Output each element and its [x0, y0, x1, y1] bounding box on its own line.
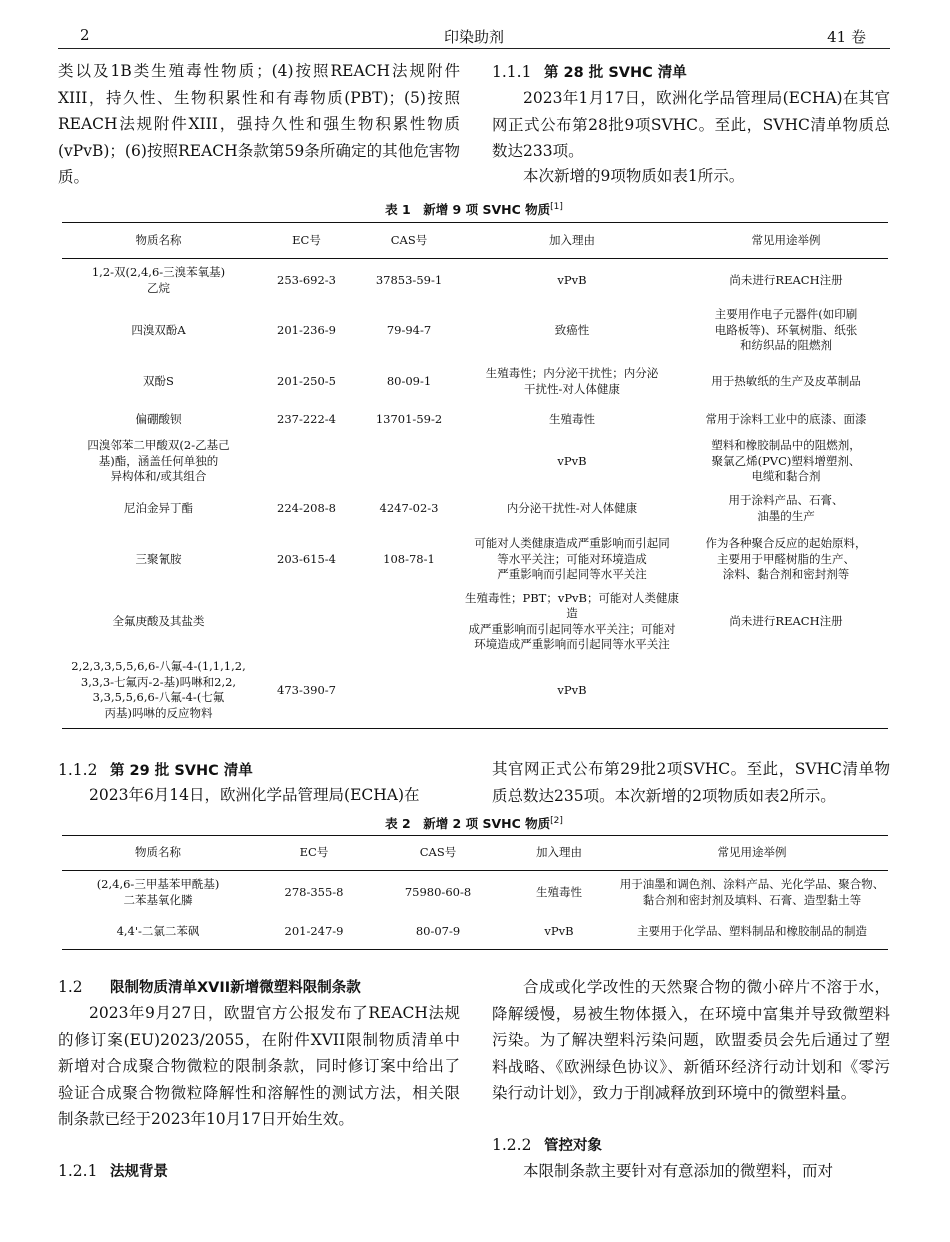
table1-header-row — [62, 223, 888, 259]
table2-cell-ec: 278-355-8 — [284, 885, 344, 899]
section-1-1-2-paragraph-right: 其官网正式公布第29批2项SVHC。至此，SVHC清单物质总数达235项。本次新增的2项物质如表2所示。 — [492, 760, 890, 805]
table1-caption-text: 表 1 新增 9 项 SVHC 物质 — [385, 202, 551, 217]
table1-cell-cas: 37853-59-1 — [375, 273, 443, 287]
section-number: 1.1.1 — [492, 63, 532, 81]
table1-cell-use: 用于涂料产品、石膏、 油墨的生产 — [728, 493, 844, 523]
table1-cell-cas — [358, 653, 460, 729]
section-1-2-paragraph: 2023年9月27日，欧盟官方公报发布了REACH法规的修订案(EU)2023/2055，在附件XVII限制物质清单中新增对合成聚合物微粒的限制条款，同时修订案中给出了验证合成聚合物微粒降解性和溶解性的测试方法，相关限制条款已经于2023年10月17日开始生效。 — [58, 1004, 460, 1128]
table2-cell-reason: vPvB — [544, 924, 574, 938]
section-title: 限制物质清单XVII新增微塑料限制条款 — [110, 980, 361, 996]
table2-cell-use: 用于油墨和调色剂、涂料产品、光化学品、聚合物、 黏合剂和密封剂及填料、石膏、造型黏土等 — [619, 877, 885, 907]
section-title: 管控对象 — [544, 1138, 602, 1154]
section-1-2-2-paragraph: 本限制条款主要针对有意添加的微塑料，而对 — [523, 1162, 834, 1180]
table1-cell-ec — [255, 591, 358, 653]
table1-cell-use: 作为各种聚合反应的起始原料， 主要用于甲醛树脂的生产、 涂料、黏合剂和密封剂等 — [705, 536, 867, 582]
table1-cell-cas: 4247-02-3 — [379, 500, 439, 515]
table1-cell-use: 用于热敏纸的生产及皮革制品 — [711, 373, 861, 388]
table2-reference: [2] — [550, 815, 563, 826]
table1-header-use: 常见用途举例 — [751, 232, 821, 247]
table1-cell-cas: 108-78-1 — [383, 551, 435, 566]
left-top-paragraph: 类以及1B类生殖毒性物质；(4)按照REACH法规附件XIII，持久性、生物积累性和有毒物质(PBT)；(5)按照REACH法规附件XIII，强持久性和强生物积累性物质(vPvB)；(6)按照REACH条款第59条所确定的其他危害物质。 — [58, 62, 460, 186]
table1-row — [62, 489, 888, 529]
table1-cell-reason: 可能对人类健康造成严重影响而引起同 等水平关注；可能对环境造成 严重影响而引起同等水平关注 — [474, 536, 670, 582]
table2-header-cas: CAS号 — [419, 845, 457, 860]
section-number: 1.2.2 — [492, 1136, 532, 1154]
table1-caption — [58, 200, 890, 218]
table1-row — [62, 591, 888, 653]
table1-cell-ec: 201-236-9 — [277, 322, 336, 337]
table1-row — [62, 303, 888, 359]
table1-cell-ec: 201-250-5 — [277, 373, 336, 388]
table1-cell-name: 四溴邻苯二甲酸双(2-乙基己 基)酯，涵盖任何单独的 异构体和/或其组合 — [87, 438, 230, 484]
table1-cell-cas: 79-94-7 — [386, 322, 432, 337]
table1-cell-reason: vPvB — [557, 453, 587, 468]
table1-cell-cas: 13701-59-2 — [375, 411, 443, 426]
section-heading-1-1-2 — [58, 757, 460, 784]
right-bottom-paragraph: 合成或化学改性的天然聚合物的微小碎片不溶于水，降解缓慢，易被生物体摄入，在环境中富集并导致微塑料污染。为了解决塑料污染问题，欧盟委员会先后通过了塑料战略、《欧洲绿色协议》、新循环经济行动计划和《零污染行动计划》，致力于削减释放到环境中的微塑料量。 — [492, 978, 890, 1102]
section-number: 1.2.1 — [58, 1162, 98, 1180]
volume-label: 41 卷 — [827, 28, 866, 46]
section-title: 法规背景 — [110, 1164, 168, 1180]
table1 — [62, 222, 888, 729]
table1-cell-reason: vPvB — [557, 273, 587, 287]
section-title: 第 29 批 SVHC 清单 — [110, 763, 253, 779]
table2-header-name: 物质名称 — [135, 845, 181, 860]
table2-header-row — [62, 836, 888, 871]
section-number: 1.2 — [58, 978, 83, 996]
table1-cell-use: 常用于涂料工业中的底漆、面漆 — [705, 411, 867, 426]
table1-cell-cas: 80-09-1 — [386, 373, 432, 388]
section-heading-1-2-1 — [58, 1158, 460, 1185]
table1-header-reason: 加入理由 — [549, 232, 595, 247]
table1-cell-ec — [255, 435, 358, 489]
table2-cell-ec: 201-247-9 — [284, 924, 344, 938]
section-1-1-1-paragraph: 2023年1月17日，欧洲化学品管理局(ECHA)在其官网正式公布第28批9项SVHC。至此，SVHC清单物质总数达233项。 — [492, 89, 890, 160]
table1-cell-use: 塑料和橡胶制品中的阻燃剂， 聚氯乙烯(PVC)塑料增塑剂、 电缆和黏合剂 — [711, 438, 861, 484]
table1-cell-name: 三聚氰胺 — [135, 551, 182, 566]
section-number: 1.1.2 — [58, 761, 98, 779]
table1-cell-ec: 253-692-3 — [277, 273, 336, 287]
section-heading-1-1-1 — [492, 59, 890, 86]
table2-row — [62, 871, 888, 915]
table1-cell-reason: 生殖毒性；内分泌干扰性；内分泌 干扰性-对人体健康 — [485, 366, 659, 396]
table2-caption-text: 表 2 新增 2 项 SVHC 物质 — [385, 816, 551, 831]
page-number: 2 — [80, 26, 90, 44]
table1-row — [62, 405, 888, 435]
table2-row — [62, 915, 888, 950]
section-1-1-2-paragraph-left: 2023年6月14日，欧洲化学品管理局(ECHA)在 — [89, 786, 420, 804]
table2-header-reason: 加入理由 — [536, 845, 582, 860]
table2-cell-name: (2,4,6-三甲基苯甲酰基) 二苯基氧化膦 — [96, 877, 220, 907]
table1-header-name: 物质名称 — [135, 232, 182, 247]
table2-cell-name: 4,4'-二氯二苯砜 — [116, 924, 200, 938]
table1-cell-reason: 生殖毒性；PBT；vPvB；可能对人类健康造 成严重影响而引起同等水平关注；可能对 环境造成严重影响而引起同等水平关注 — [464, 590, 680, 651]
table2 — [62, 835, 888, 950]
table1-cell-reason: 生殖毒性 — [549, 411, 595, 426]
table1-cell-name: 双酚S — [143, 373, 174, 388]
table2-cell-use: 主要用于化学品、塑料制品和橡胶制品的制造 — [637, 924, 867, 938]
table1-cell-ec: 203-615-4 — [277, 551, 336, 566]
table1-cell-reason: vPvB — [557, 682, 587, 697]
table1-cell-name: 1,2-双(2,4,6-三溴苯氧基) 乙烷 — [91, 265, 226, 295]
table1-cell-reason: 内分泌干扰性-对人体健康 — [506, 500, 638, 515]
table1-row — [62, 259, 888, 303]
table1-header-ec: EC号 — [292, 232, 321, 247]
table1-cell-use: 主要用作电子元器件(如印刷 电路板等)、环氧树脂、纸张 和纺织品的阻燃剂 — [714, 307, 858, 353]
section-heading-1-2 — [58, 974, 460, 1001]
table1-cell-name: 偏硼酸钡 — [135, 411, 182, 426]
table2-cell-reason: 生殖毒性 — [536, 885, 582, 899]
table1-cell-use — [684, 653, 888, 729]
running-header — [58, 26, 890, 49]
table2-cell-cas: 75980-60-8 — [404, 885, 472, 899]
table1-cell-use: 尚未进行REACH注册 — [729, 613, 843, 628]
table1-cell-ec: 224-208-8 — [277, 500, 336, 515]
section-heading-1-2-2 — [492, 1132, 890, 1159]
table1-row — [62, 435, 888, 489]
table1-cell-ec: 237-222-4 — [277, 411, 336, 426]
journal-name: 印染助剂 — [443, 28, 504, 46]
table1-cell-name: 全氟庚酸及其盐类 — [112, 613, 205, 628]
table1-cell-name: 尼泊金异丁酯 — [124, 500, 193, 515]
table1-cell-name: 2,2,3,3,5,5,6,6-八氟-4-(1,1,1,2, 3,3,3-七氟丙-2-基)吗啉和2,2, 3,3,5,5,6,6-八氟-4-(七氟 丙基)吗啉的反应物料 — [71, 659, 246, 720]
table1-header-cas: CAS号 — [390, 232, 428, 247]
table1-row — [62, 359, 888, 405]
table1-cell-cas — [358, 591, 460, 653]
table1-cell-use: 尚未进行REACH注册 — [729, 273, 843, 287]
table1-row — [62, 653, 888, 729]
section-title: 第 28 批 SVHC 清单 — [544, 65, 687, 81]
table1-cell-cas — [358, 435, 460, 489]
table2-caption — [58, 814, 890, 832]
table2-cell-cas: 80-07-9 — [415, 924, 461, 938]
table2-header-use: 常见用途举例 — [717, 845, 787, 860]
table1-cell-name: 四溴双酚A — [131, 322, 186, 337]
table2-header-ec: EC号 — [299, 845, 329, 860]
table1-cell-ec: 473-390-7 — [277, 682, 336, 697]
table1-row — [62, 529, 888, 591]
section-1-1-1-table-ref: 本次新增的9项物质如表1所示。 — [523, 167, 745, 185]
table1-reference: [1] — [550, 201, 563, 212]
table1-cell-reason: 致癌性 — [554, 322, 590, 337]
